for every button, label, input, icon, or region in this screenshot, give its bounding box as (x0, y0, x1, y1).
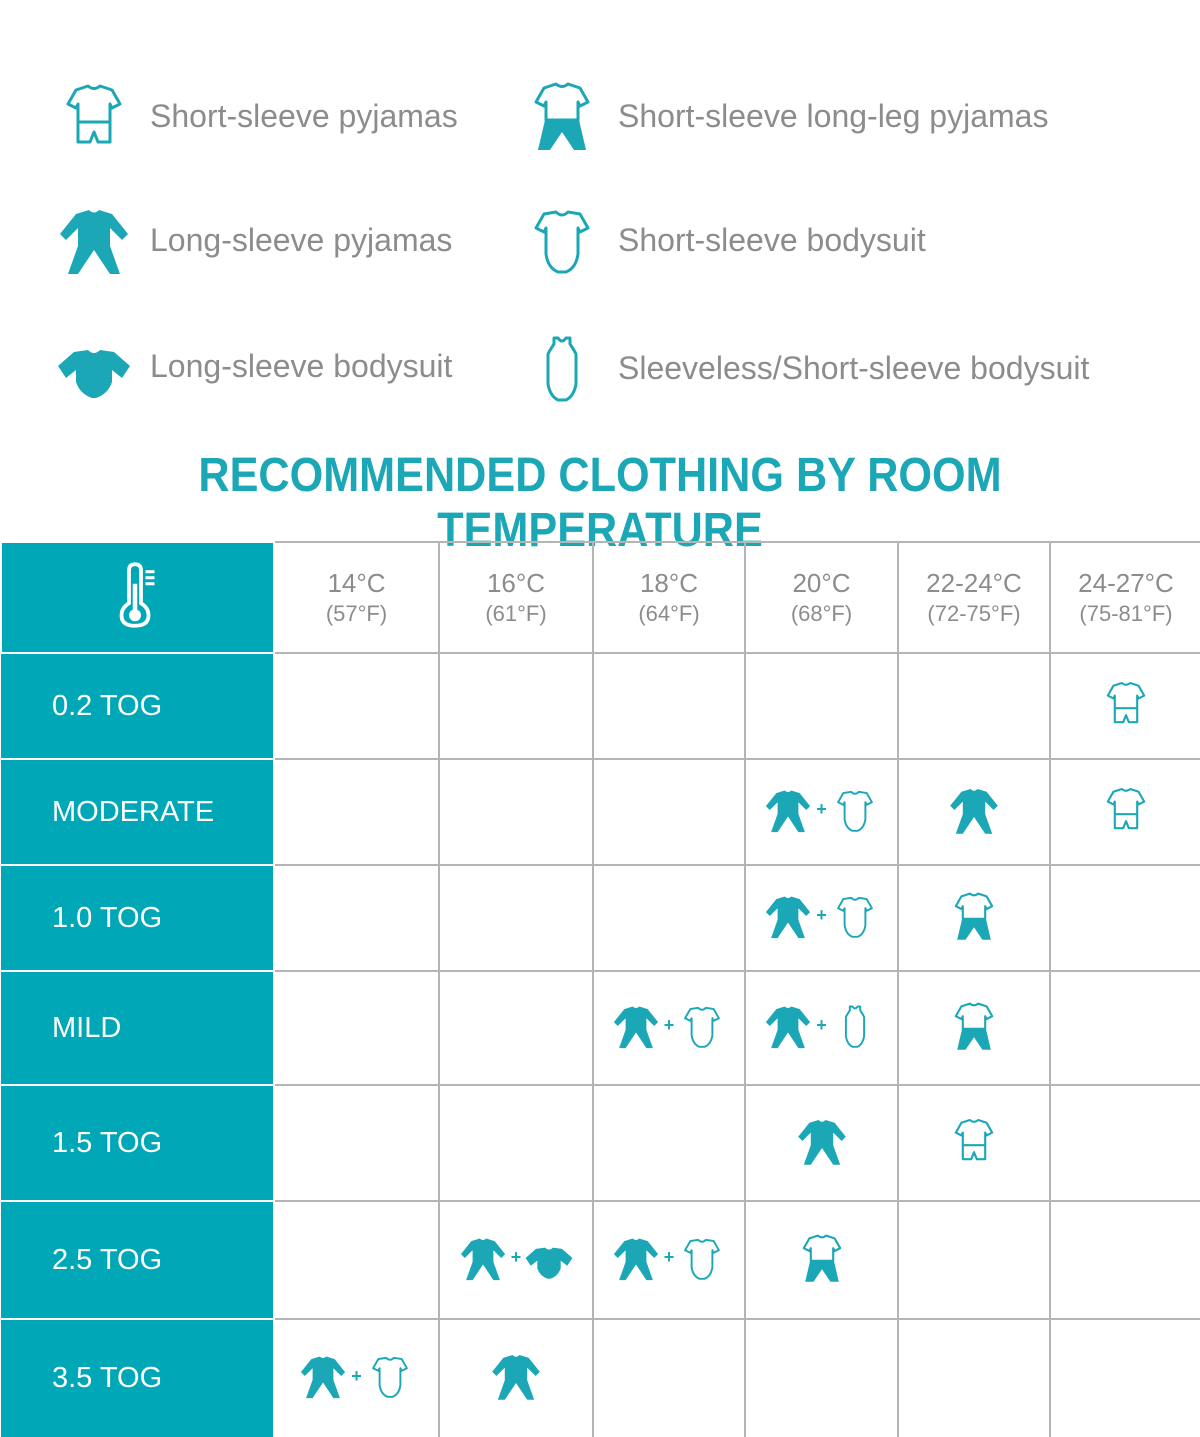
clothing-combination (488, 1348, 544, 1404)
temperature-fahrenheit: (72-75°F) (927, 601, 1021, 626)
recommendation-cell (274, 1201, 439, 1319)
clothing-temperature-table (0, 541, 1200, 1437)
temperature-fahrenheit: (64°F) (638, 601, 700, 626)
long-sleeve-pyjamas-icon (610, 1000, 662, 1052)
clothing-combination (1098, 782, 1154, 838)
long-sleeve-pyjamas-icon (488, 1348, 544, 1404)
legend-label: Long-sleeve pyjamas (150, 222, 453, 258)
short-sleeve-pyjamas-icon (54, 76, 134, 156)
temperature-header (593, 542, 745, 653)
sleeveless-bodysuit-icon (522, 328, 602, 408)
long-sleeve-pyjamas-icon (762, 890, 814, 942)
recommendation-cell (1050, 865, 1200, 971)
legend-label: Short-sleeve bodysuit (618, 222, 926, 258)
table-row (1, 1319, 1200, 1437)
recommendation-cell (274, 1085, 439, 1201)
legend-label: Short-sleeve long-leg pyjamas (618, 98, 1049, 134)
short-sleeve-long-leg-pyjamas-icon (522, 76, 602, 156)
recommendation-cell (745, 1319, 898, 1437)
tog-level-label: 2.5 TOG (1, 1201, 274, 1319)
long-sleeve-pyjamas-icon (610, 1232, 662, 1284)
long-sleeve-pyjamas-icon (762, 1000, 814, 1052)
recommendation-cell (274, 653, 439, 759)
tog-level-label: MODERATE (1, 759, 274, 865)
clothing-combination (794, 1230, 850, 1286)
clothing-combination (297, 1350, 416, 1402)
long-sleeve-bodysuit-icon (523, 1232, 575, 1284)
short-sleeve-long-leg-pyjamas-icon (794, 1230, 850, 1286)
temperature-fahrenheit: (68°F) (790, 601, 853, 626)
long-sleeve-pyjamas-icon (457, 1232, 509, 1284)
thermometer-shape (108, 557, 168, 633)
recommendation-cell (274, 865, 439, 971)
plus-separator: + (663, 1015, 675, 1035)
clothing-combination (762, 1000, 881, 1052)
thermometer-icon (108, 620, 168, 637)
temperature-header (1050, 542, 1200, 653)
recommendation-cell (1050, 653, 1200, 759)
clothing-combination (610, 1000, 729, 1052)
recommendation-cell (593, 1201, 745, 1319)
recommendation-cell (274, 971, 439, 1085)
recommendation-cell (745, 759, 898, 865)
clothing-combination (946, 998, 1002, 1054)
long-sleeve-pyjamas-icon (946, 782, 1002, 838)
sleeveless-bodysuit-icon (522, 328, 602, 408)
clothing-combination (762, 784, 881, 836)
clothing-combination (946, 782, 1002, 838)
legend-label: Sleeveless/Short-sleeve bodysuit (618, 350, 1090, 386)
recommendation-cell (898, 865, 1050, 971)
temperature-fahrenheit: (57°F) (325, 601, 388, 626)
plus-separator: + (663, 1247, 675, 1267)
recommendation-cell (898, 1085, 1050, 1201)
short-sleeve-bodysuit-icon (829, 890, 881, 942)
short-sleeve-bodysuit-icon (364, 1350, 416, 1402)
temperature-celsius: 24-27°C (1078, 568, 1174, 598)
temperature-celsius: 22-24°C (926, 568, 1022, 598)
clothing-combination (610, 1232, 729, 1284)
temperature-celsius: 14°C (327, 568, 386, 598)
recommendation-cell (439, 1319, 593, 1437)
recommendation-cell (593, 865, 745, 971)
clothing-combination (946, 888, 1002, 944)
short-sleeve-bodysuit-icon (829, 784, 881, 836)
tog-level-label: 1.5 TOG (1, 1085, 274, 1201)
short-sleeve-pyjamas-icon (54, 76, 134, 156)
recommendation-cell (898, 759, 1050, 865)
recommendation-cell (439, 865, 593, 971)
tog-level-label: 1.0 TOG (1, 865, 274, 971)
short-sleeve-long-leg-pyjamas-icon (522, 76, 602, 156)
temperature-fahrenheit: (61°F) (485, 601, 547, 626)
recommendation-cell (439, 759, 593, 865)
temperature-header (898, 542, 1050, 653)
clothing-combination (1098, 676, 1154, 732)
long-sleeve-bodysuit-icon (54, 326, 134, 406)
plus-separator: + (816, 905, 827, 925)
plus-separator: + (816, 1015, 827, 1035)
recommendation-cell (745, 971, 898, 1085)
table-row (1, 653, 1200, 759)
recommendation-cell (439, 971, 593, 1085)
recommendation-cell (898, 1201, 1050, 1319)
short-sleeve-long-leg-pyjamas-icon (946, 998, 1002, 1054)
table-row (1, 1085, 1200, 1201)
plus-separator: + (510, 1247, 522, 1267)
recommendation-cell (1050, 1085, 1200, 1201)
recommendation-cell (439, 653, 593, 759)
long-sleeve-bodysuit-icon (54, 326, 134, 406)
recommendation-cell (1050, 759, 1200, 865)
clothing-combination (794, 1113, 850, 1169)
clothing-combination (946, 1113, 1002, 1169)
recommendation-cell (593, 1319, 745, 1437)
recommendation-cell (1050, 971, 1200, 1085)
recommendation-cell (1050, 1201, 1200, 1319)
tog-level-label: 3.5 TOG (1, 1319, 274, 1437)
short-sleeve-bodysuit-icon (522, 200, 602, 280)
recommendation-cell (593, 971, 745, 1085)
temperature-celsius: 20°C (792, 568, 851, 598)
long-sleeve-pyjamas-icon (54, 200, 134, 280)
recommendation-cell (274, 1319, 439, 1437)
plus-separator: + (351, 1365, 362, 1386)
recommendation-cell (593, 759, 745, 865)
tog-level-label: MILD (1, 971, 274, 1085)
temperature-header (274, 542, 439, 653)
recommendation-cell (745, 865, 898, 971)
legend-label: Long-sleeve bodysuit (150, 348, 453, 384)
short-sleeve-bodysuit-icon (676, 1000, 728, 1052)
clothing-combination (762, 890, 881, 942)
short-sleeve-pyjamas-icon (946, 1113, 1002, 1169)
recommendation-cell (593, 1085, 745, 1201)
long-sleeve-pyjamas-icon (54, 200, 134, 280)
temperature-fahrenheit: (75-81°F) (1079, 601, 1173, 626)
recommendation-cell (898, 653, 1050, 759)
short-sleeve-bodysuit-icon (522, 200, 602, 280)
short-sleeve-long-leg-pyjamas-icon (946, 888, 1002, 944)
recommendation-cell (593, 653, 745, 759)
table-row (1, 865, 1200, 971)
legend-label: Short-sleeve pyjamas (150, 98, 458, 134)
temperature-header (745, 542, 898, 653)
tog-level-label: 0.2 TOG (1, 653, 274, 759)
plus-separator: + (816, 799, 827, 819)
recommendation-cell (745, 1085, 898, 1201)
temperature-header (439, 542, 593, 653)
table-row (1, 971, 1200, 1085)
recommendation-cell (274, 759, 439, 865)
recommendation-cell (439, 1201, 593, 1319)
long-sleeve-pyjamas-icon (297, 1350, 349, 1402)
sleeveless-bodysuit-icon (829, 1000, 881, 1052)
long-sleeve-pyjamas-icon (762, 784, 814, 836)
recommendation-cell (745, 653, 898, 759)
clothing-combination (457, 1232, 576, 1284)
recommendation-cell (1050, 1319, 1200, 1437)
table-row (1, 759, 1200, 865)
temperature-celsius: 18°C (639, 568, 699, 598)
recommendation-cell (439, 1085, 593, 1201)
thermometer-header-cell (1, 542, 274, 653)
short-sleeve-bodysuit-icon (676, 1232, 728, 1284)
temperature-celsius: 16°C (486, 568, 546, 598)
recommendation-cell (898, 1319, 1050, 1437)
short-sleeve-pyjamas-icon (1098, 676, 1154, 732)
table-row (1, 1201, 1200, 1319)
recommendation-cell (898, 971, 1050, 1085)
chart-title: RECOMMENDED CLOTHING BY ROOM TEMPERATURE (198, 449, 1002, 557)
short-sleeve-pyjamas-icon (1098, 782, 1154, 838)
long-sleeve-pyjamas-icon (794, 1113, 850, 1169)
header-row (1, 542, 1200, 653)
recommendation-cell (745, 1201, 898, 1319)
